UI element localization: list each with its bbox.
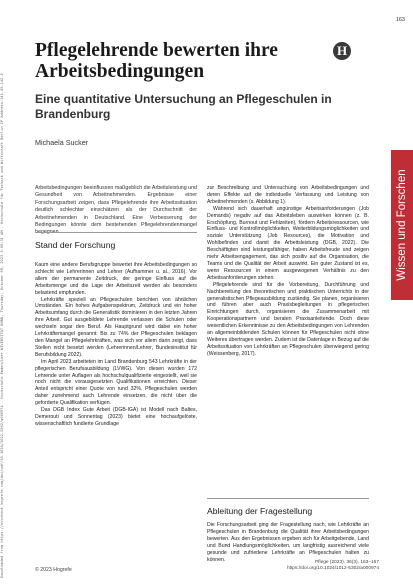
- journal-logo-icon: H: [333, 42, 351, 60]
- body-paragraph: Die Forschungsarbeit ging der Fragestellung nach, wie Lehrkräfte an Pflegeschulen in Brandenburg die Qualität ihrer Arbeitsbedingungen bewerten. Aus den Ergebnissen ergeben sich für Arbeitgebende, Land und Bund Handlungsmöglichkeiten, um langfristig ausreichend viele gesunde und zufriedene Lehrkräfte an Pflegeschulen halten zu können.: [207, 522, 369, 563]
- journal-citation: Pflege (2023), 36(3), 163–167: [314, 560, 379, 565]
- body-paragraph: Kaum eine andere Berufsgruppe bewertet ihre Arbeitsbedingungen so schlecht wie Lehrerinnen und Lehrer (Aufhammer u. al., 2016). Vor allem der permanente Zeitdruck, der geringe Einfluss auf die Arbeitsmenge und die Lage der Arbeitszeit werden als besonders belastend empfunden.: [35, 262, 197, 296]
- research-question-body: [207, 522, 369, 563]
- right-column-body: [207, 185, 369, 358]
- section-tab: [391, 150, 413, 300]
- body-paragraph: Das DGB Index Gute Arbeit (DGB-IGA) ist Modell nach Baltes, Demerouti und Sonnentag (2023) bietet eine hochaufgelöste, wissenschaftlich fundierte Grundlage: [35, 407, 197, 427]
- author-name: Michaela Sucker: [35, 138, 89, 147]
- body-paragraph: Während sich dauerhaft ungünstige Arbeitsanforderungen (Job Demands) negativ auf das Arbeitsleben auswirken können (z. B. Erschöpfung, Burnout und Fehlzeiten), fördern Arbeitsressourcen, wie Einfluss- und Kontrollmöglichkeiten, Weiterbildungsmöglichkeiten und soziale Unterstützung (Job Resources), die Motivation und Wohlbefinden und damit die Arbeitsleistung (DGB, 2022). Die Beschäftigten sind leistungsfähiger, haben Arbeitsfreude und zeigen mehr Arbeitsengagement, das sich positiv auf die Organisation, die Teams und die Qualität der Arbeit auswirkt. Ein guter Zustand ist es, wenn Ressourcen in einem ausgewogenen Verhältnis zu den Arbeitsanforderungen stehen.: [207, 205, 369, 281]
- copyright-footer: © 2023 Hogrefe: [35, 567, 72, 573]
- section-heading-state-of-research: Stand der Forschung: [35, 232, 197, 250]
- download-metadata: Downloaded from https://econtent.hogrefe.com/doi/pdf/10.1024/1012-5302/a000974 - Hochschule Emden/Leer NIVERSITÄT BONN, Thursday, October 09, 2023 3:00:31 AM - Hochschule für Technik und Wirtschaft Berlin IP Address:141.45.142.0: [0, 73, 4, 578]
- article-title: Pflegelehrende bewerten ihre Arbeitsbedingungen: [35, 40, 278, 82]
- page-number: 163: [395, 17, 405, 23]
- body-paragraph: zur Beschreibung und Untersuchung von Arbeitsbedingungen und deren Effekte auf die individuelle Verfassung und Leistung von Arbeitnehmenden (s. Abbildung 1).: [207, 185, 369, 205]
- abstract: [35, 185, 197, 237]
- body-paragraph: Im April 2023 arbeiteten im Land Brandenburg 543 Lehrkräfte in der pflegerischen Berufsausbildung (LVWG). Von diesen wurden 172 Lehrende unter Auflagen als hochschulqualifizierte eingestellt, weil sie noch nicht die vorausgesetzten Qualifikationen erreichten. Dieser Anteil entspricht einer Quote von rund 32%. Pflegeschulen werden daher zunehmend auch Lehrende einsetzen, die nicht über die geforderte Qualifikation verfügen.: [35, 358, 197, 407]
- citation-footer: [287, 560, 379, 572]
- left-column-body: [35, 262, 197, 428]
- abstract-paragraph: Arbeitsbedingungen beeinflussen maßgeblich die Arbeitsleistung und Gesundheit von Arbeitnehmenden. Ergebnisse einer Forschungsarbeit zeigen, dass Pflegelehrende ihre Arbeitssituation deutlich schlechter einschätzen als der Durchschnitt der Arbeitnehmenden in Deutschland. Eine Verbesserung der Bedingungen könnte dem bestehenden Pflegelehrendenmangel begegnen.: [35, 185, 197, 236]
- article-subtitle: Eine quantitative Untersuchung an Pflegeschulen in Brandenburg: [35, 92, 332, 121]
- body-paragraph: Lehrkräfte speziell an Pflegeschulen berichten von ähnlichen Umständen. Ein hohes Aufgabenspektrum, Zeitdruck und ein hoher Arbeitsumfang durch die Generalistik dominieren in den letzten Jahren ihre Arbeit. Gut ausgebildete Lehrende verlassen die Schulen oder wechseln sogar den Beruf. Als Hauptgrund wird dabei ein hoher Lehrkräftemangel genannt: Bis zu 74% der Pflegeschulen beklagen den Mangel an Pflegelehrkräften, was sich vor allem darin zeigt, dass Stellen nicht besetzt werden (Lehrerinnen/Lehrer, Bundesinstitut für Berufsbildung 2022).: [35, 296, 197, 358]
- body-paragraph: Pflegelehrende sind für die Vorbereitung, Durchführung und Nachbereitung des theoretischen und praktischen Unterrichts in der generalistischen Pflegeausbildung zuständig. Sie planen, organisieren und führen aber auch Praxisbegleitungen in pflegerischen Einrichtungen durch, organisieren die Zusammenarbeit mit Kooperationspartnern und beraten Praxisanleitende. Doch diese wesentlichen Erkenntnisse zu den Arbeitsbedingungen von Lehrenden an allgemeinbildenden Schulen können für Pflegeschulen nicht ohne Weiteres übertragen werden. Zudem ist die Datenlage in Bezug auf die Arbeitssituation von Lehrkräften an Pflegeschulen überwiegend gering (Weissenberg, 2017).: [207, 281, 369, 357]
- section-heading-research-question: Ableitung der Fragestellung: [207, 498, 369, 516]
- section-tab-label: Wissen und Forschen: [396, 169, 408, 281]
- doi-link[interactable]: https://doi.org/10.1024/1012-5302/a000974: [286, 566, 379, 572]
